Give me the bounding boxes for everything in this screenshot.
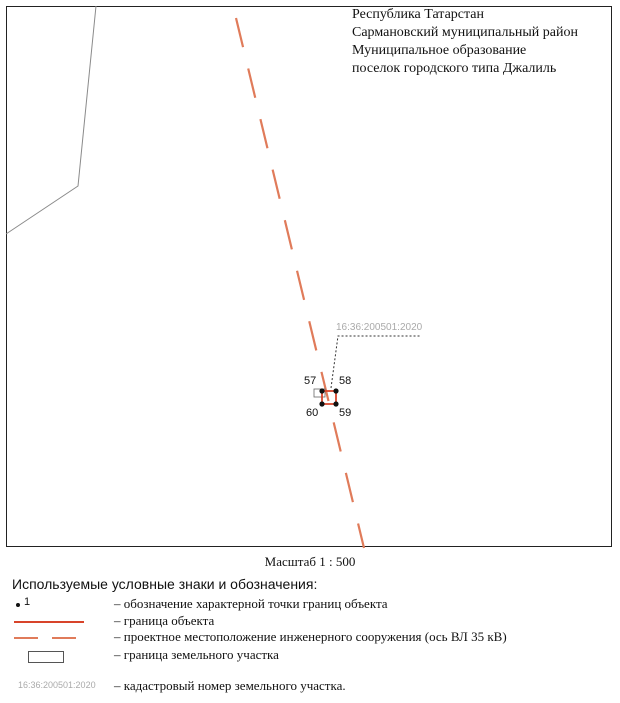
legend-point-desc: – обозначение характерной точки границ объекта <box>114 596 388 611</box>
location-block <box>352 6 578 78</box>
point-label-58: 58 <box>339 375 352 387</box>
dashed-axis-line-icon <box>12 629 102 647</box>
point-label-60: 60 <box>306 407 319 419</box>
legend-row-cadastral <box>12 678 612 696</box>
point-label-57: 57 <box>304 375 317 387</box>
legend-axis-desc: – проектное местоположение инженерного сооружения (ось ВЛ 35 кВ) <box>114 629 507 644</box>
point-57 <box>319 388 324 393</box>
legend-point-symbol <box>12 596 102 614</box>
point-58 <box>333 388 338 393</box>
legend-title: Используемые условные знаки и обозначения: <box>12 576 318 592</box>
location-republic: Республика Татарстан <box>352 7 485 22</box>
legend-border-desc: – граница объекта <box>114 613 215 628</box>
legend-cadastral-desc: – кадастровый номер земельного участка. <box>114 678 346 693</box>
location-settlement: поселок городского типа Джалиль <box>352 61 557 76</box>
object-border <box>322 391 336 404</box>
legend-parcel-desc: – граница земельного участка <box>114 647 279 662</box>
legend-cadastral-sample: 16:36:200501:2020 <box>18 680 96 690</box>
parcel-rect-icon <box>28 651 64 663</box>
land-boundary-line <box>6 6 96 234</box>
legend-row-parcel <box>12 647 612 665</box>
legend-point-number: 1 <box>24 596 31 608</box>
cadastral-number-label: 16:36:200501:2020 <box>336 322 423 333</box>
location-district: Сармановский муниципальный район <box>352 25 578 40</box>
legend-parcel-symbol <box>12 647 102 665</box>
point-dot-icon <box>16 603 20 607</box>
point-59 <box>333 401 338 406</box>
legend-row-point <box>12 596 612 614</box>
location-municipality: Муниципальное образование <box>352 43 527 58</box>
power-line-axis <box>236 18 364 548</box>
legend-cadastral-symbol <box>12 678 102 696</box>
point-60 <box>319 401 324 406</box>
legend-row-axis <box>12 629 612 647</box>
point-label-59: 59 <box>339 407 352 419</box>
scale-label: Масштаб 1 : 500 <box>264 554 356 569</box>
